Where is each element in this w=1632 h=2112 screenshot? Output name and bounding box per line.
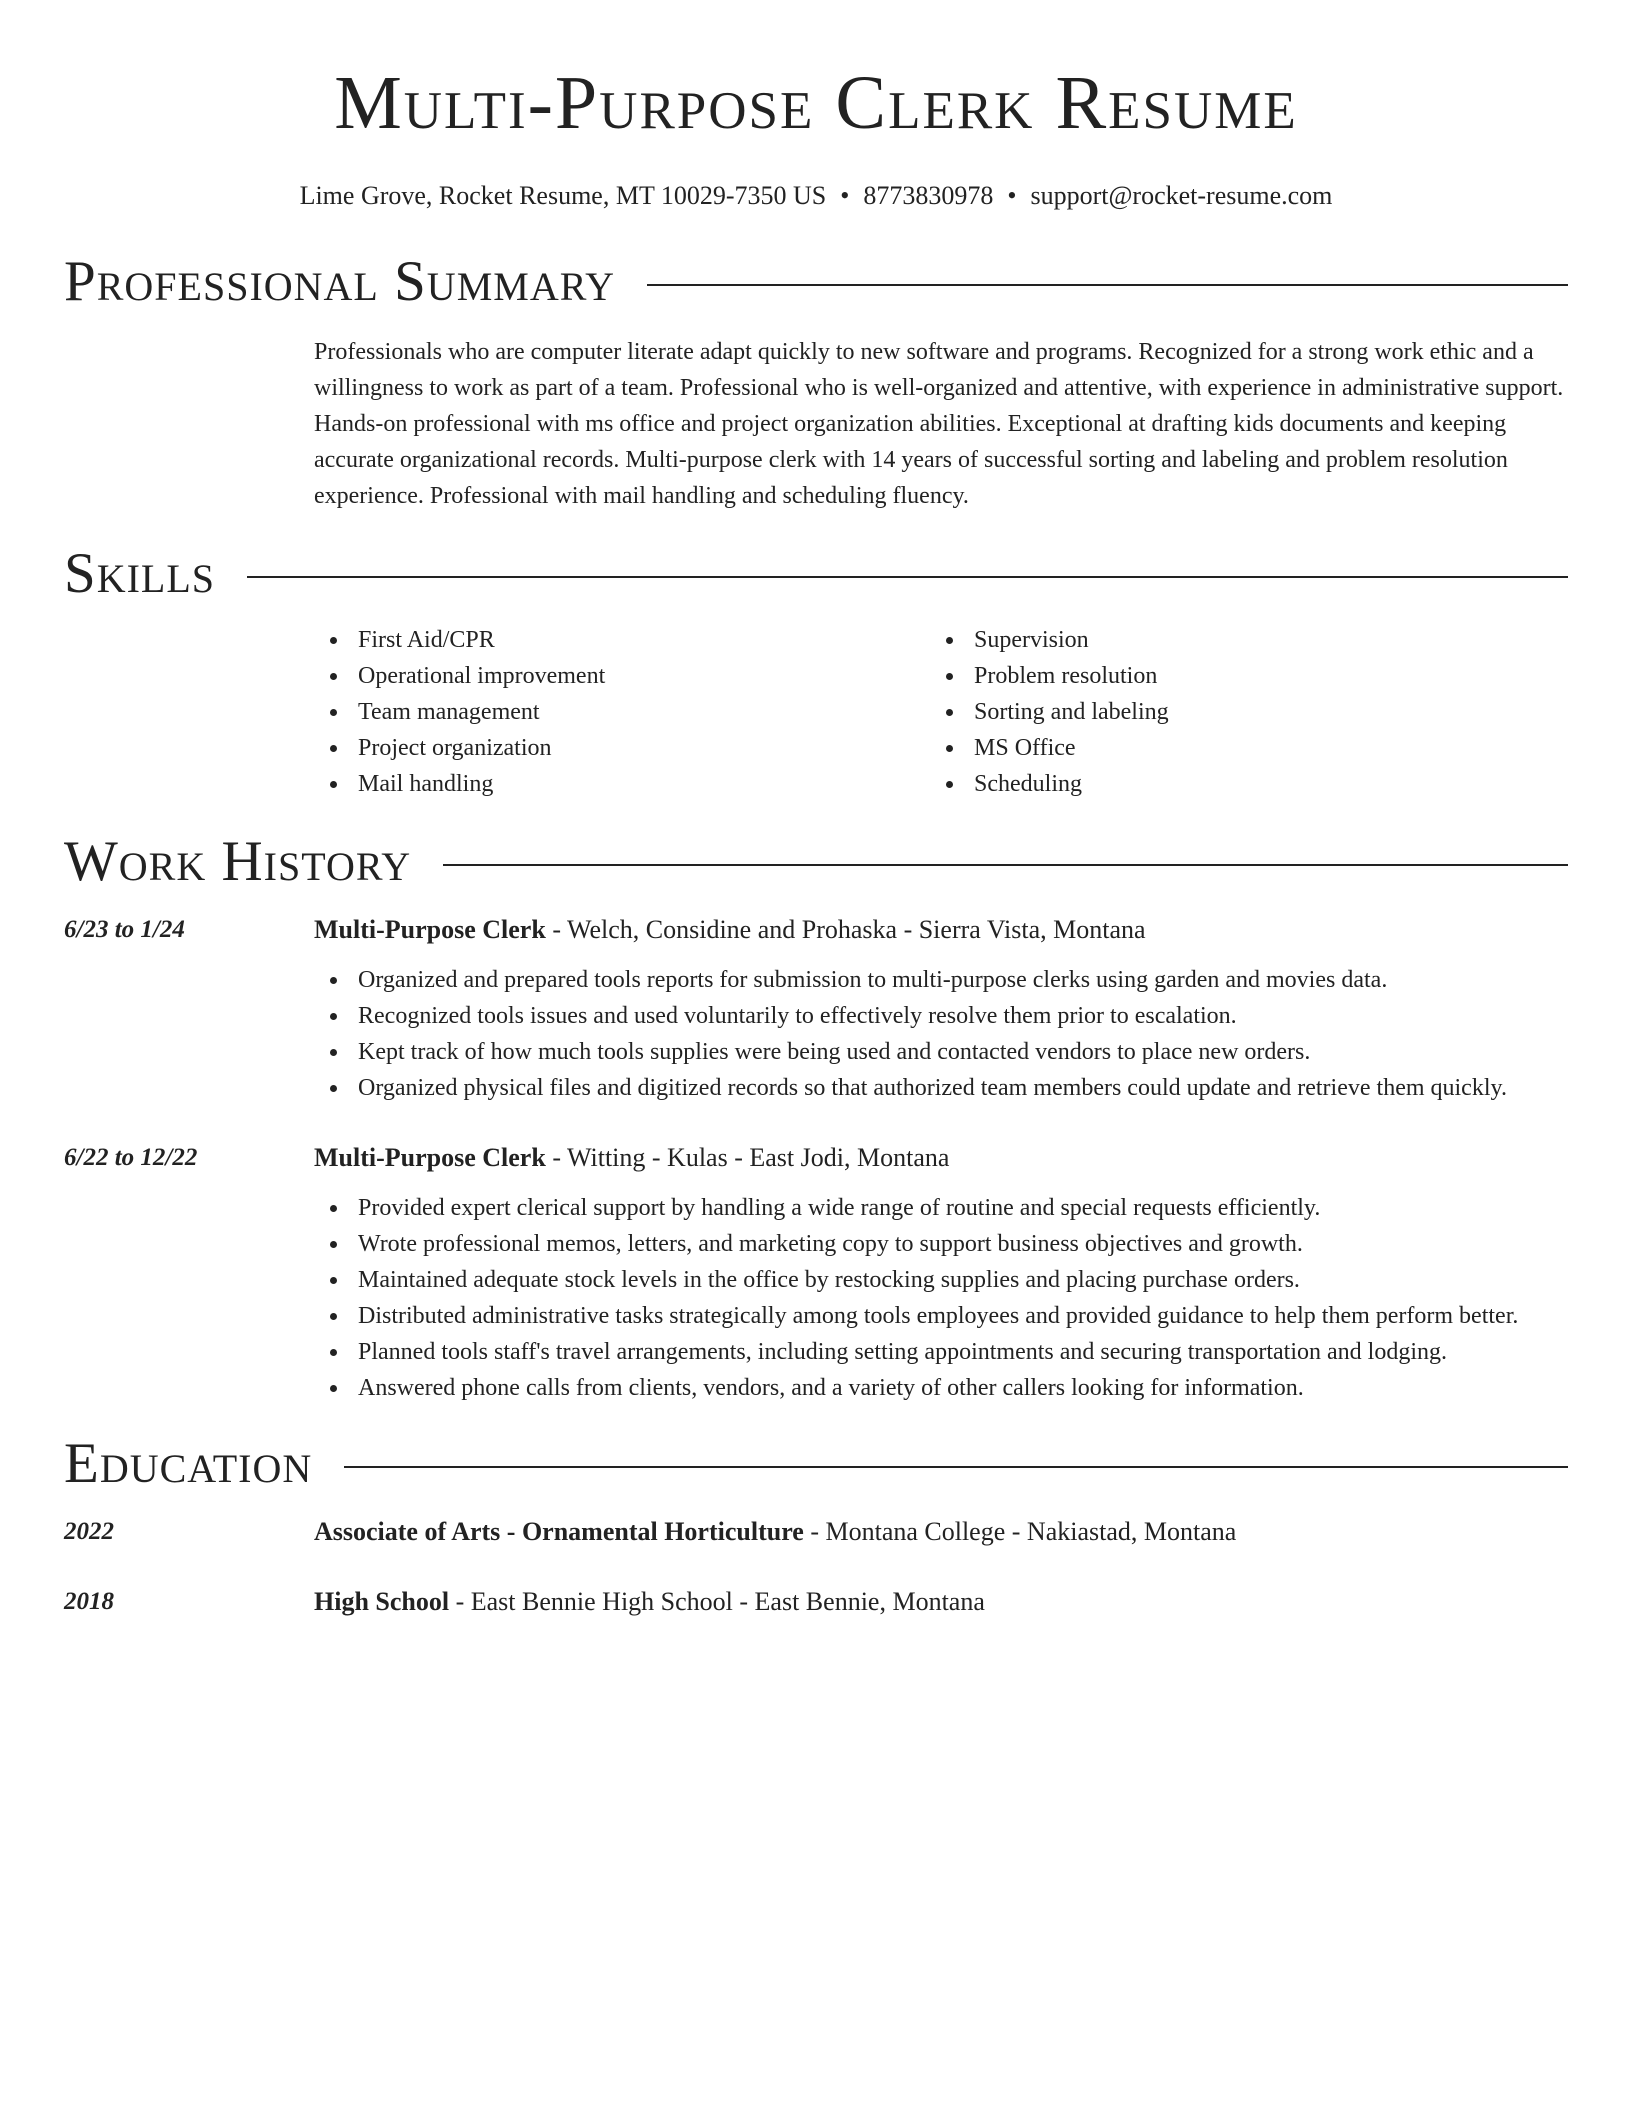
- skill-item: Sorting and labeling: [930, 694, 1546, 730]
- skill-item: Problem resolution: [930, 658, 1546, 694]
- section-divider: [647, 284, 1568, 286]
- education-school: - East Bennie High School - East Bennie, Montana: [449, 1587, 985, 1616]
- contact-separator: •: [1007, 181, 1017, 210]
- job-body: [314, 1140, 1568, 1406]
- skills-section-header: [64, 544, 1568, 604]
- job-duty: Organized physical files and digitized records so that authorized team members could update and retrieve them quickly.: [314, 1070, 1568, 1106]
- job-entry: [64, 1140, 1568, 1406]
- job-duties: [314, 962, 1568, 1106]
- education-heading: Education: [64, 1432, 313, 1495]
- education-degree: High School: [314, 1587, 450, 1616]
- skill-item: Supervision: [930, 622, 1546, 658]
- education-body: [314, 1514, 1568, 1550]
- skill-item: Operational improvement: [314, 658, 930, 694]
- education-heading-line: [314, 1514, 1568, 1550]
- education-degree: Associate of Arts - Ornamental Horticulture: [314, 1517, 804, 1546]
- education-entries: [64, 1514, 1568, 1620]
- skills-column-right: [930, 622, 1546, 802]
- skill-item: Scheduling: [930, 766, 1546, 802]
- education-school: - Montana College - Nakiastad, Montana: [803, 1517, 1237, 1546]
- job-duty: Provided expert clerical support by handling a wide range of routine and special requests efficiently.: [314, 1190, 1568, 1226]
- education-entry: [64, 1514, 1568, 1550]
- resume-title: Multi-Purpose Clerk Resume: [334, 61, 1298, 145]
- contact-phone: 8773830978: [863, 181, 994, 210]
- summary-text: Professionals who are computer literate adapt quickly to new software and programs. Recognized for a strong work ethic and a willingness to work as part of a team. Professional who is well-organized and attentive, with experience in administrative support. Hands-on professional with ms office and project organization abilities. Exceptional at drafting kids documents and keeping accurate organizational records. Multi-purpose clerk with 14 years of successful sorting and labeling and problem resolution experience. Professional with mail handling and scheduling fluency.: [314, 339, 1564, 509]
- job-duties: [314, 1190, 1568, 1406]
- education-section-header: [64, 1434, 1568, 1494]
- job-duty: Planned tools staff's travel arrangements, including setting appointments and securing transportation and lodging.: [314, 1334, 1568, 1370]
- job-heading: [314, 1140, 1568, 1176]
- section-divider: [344, 1466, 1568, 1468]
- skills-list: [314, 622, 1568, 802]
- summary-section-header: [64, 252, 1568, 312]
- work-entries: [64, 912, 1568, 1406]
- skill-item: Mail handling: [314, 766, 930, 802]
- skill-item: Team management: [314, 694, 930, 730]
- job-duty: Organized and prepared tools reports for submission to multi-purpose clerks using garden and movies data.: [314, 962, 1568, 998]
- job-duty: Recognized tools issues and used voluntarily to effectively resolve them prior to escalation.: [314, 998, 1568, 1034]
- job-duty: Answered phone calls from clients, vendors, and a variety of other callers looking for information.: [314, 1370, 1568, 1406]
- job-body: [314, 912, 1568, 1106]
- skill-item: MS Office: [930, 730, 1546, 766]
- education-entry: [64, 1584, 1568, 1620]
- contact-separator: •: [840, 181, 850, 210]
- skills-column-left: [314, 622, 930, 802]
- education-heading-line: [314, 1584, 1568, 1620]
- section-divider: [443, 864, 1568, 866]
- job-title: Multi-Purpose Clerk: [314, 1143, 546, 1172]
- job-heading: [314, 912, 1568, 948]
- skill-item: Project organization: [314, 730, 930, 766]
- job-duty: Distributed administrative tasks strategically among tools employees and provided guidance to help them perform better.: [314, 1298, 1568, 1334]
- skill-item: First Aid/CPR: [314, 622, 930, 658]
- job-duty: Wrote professional memos, letters, and marketing copy to support business objectives and growth.: [314, 1226, 1568, 1262]
- job-entry: [64, 912, 1568, 1106]
- education-year: 2022: [64, 1518, 114, 1545]
- skills-heading: Skills: [64, 542, 216, 605]
- job-title: Multi-Purpose Clerk: [314, 915, 546, 944]
- job-dates: 6/22 to 12/22: [64, 1144, 198, 1171]
- contact-address: Lime Grove, Rocket Resume, MT 10029-7350 US: [299, 181, 827, 210]
- section-divider: [247, 576, 1568, 578]
- job-dates: 6/23 to 1/24: [64, 916, 185, 943]
- work-section-header: [64, 832, 1568, 892]
- contact-email: support@rocket-resume.com: [1030, 181, 1333, 210]
- work-heading: Work History: [64, 830, 412, 893]
- job-duty: Kept track of how much tools supplies were being used and contacted vendors to place new orders.: [314, 1034, 1568, 1070]
- job-employer: - Welch, Considine and Prohaska - Sierra Vista, Montana: [545, 915, 1146, 944]
- job-duty: Maintained adequate stock levels in the office by restocking supplies and placing purchase orders.: [314, 1262, 1568, 1298]
- job-employer: - Witting - Kulas - East Jodi, Montana: [545, 1143, 950, 1172]
- summary-heading: Professional Summary: [64, 250, 616, 313]
- education-body: [314, 1584, 1568, 1620]
- contact-line: [64, 180, 1568, 212]
- education-year: 2018: [64, 1588, 114, 1615]
